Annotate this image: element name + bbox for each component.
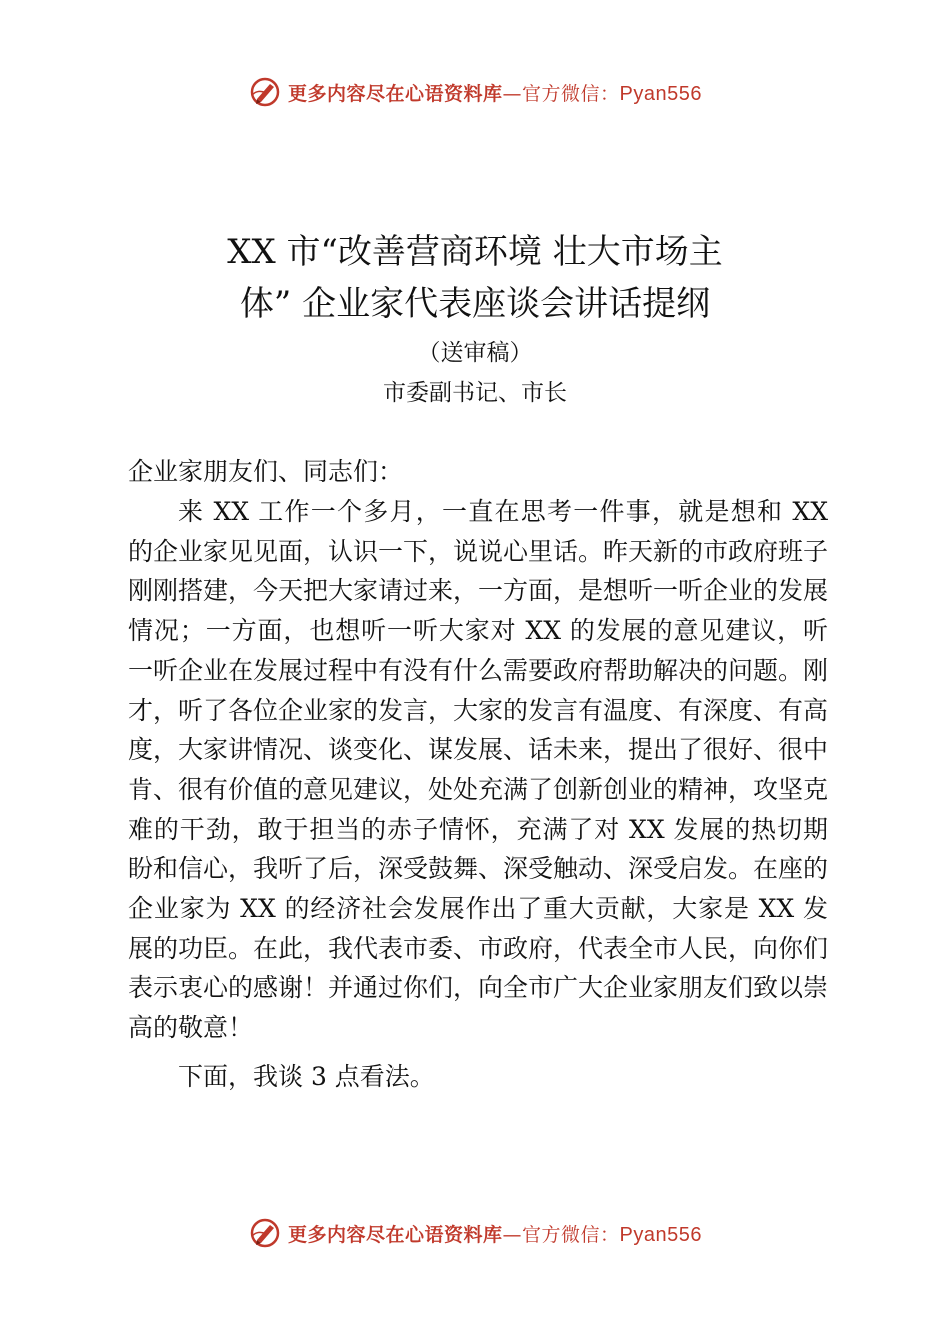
- watermark-wechat-id: Pyan556: [619, 1223, 702, 1246]
- watermark-text: [288, 79, 702, 106]
- header-watermark: [0, 72, 950, 112]
- watermark-wechat-label: 官方微信：: [522, 1223, 620, 1246]
- salutation: 企业家朋友们、同志们：: [128, 457, 404, 486]
- document-title-line-2: 体” 企业家代表座谈会讲话提纲: [239, 284, 711, 324]
- paragraph: 下面，我谈 3 点看法。: [178, 1062, 435, 1091]
- watermark-source: 更多内容尽在心语资料库: [288, 1223, 503, 1246]
- paragraph: 来 XX 工作一个多月，一直在思考一件事，就是想和 XX 的企业家见见面，认识一下，说说心里话。昨天新的市政府班子刚刚搭建，今天把大家请过来，一方面，是想听一听企业的发展情况；一方面，也想听一听大家对 XX 的发展的意见建议，听一听企业在发展过程中有没有什么需要政府帮助解决的问题。刚才，听了各位企业家的发言，大家的发言有温度、有深度、有高度，大家讲情况、谈变化、谋发展、话未来，提出了很好、很中肯、很有价值的意见建议，处处充满了创新创业的精神，攻坚克难的干劲，敢于担当的赤子情怀，充满了对 XX 发展的热切期盼和信心，我听了后，深受鼓舞、深受触动、深受启发。在座的企业家为 XX 的经济社会发展作出了重大贡献，大家是 XX 发展的功臣。在此，我代表市委、市政府，代表全市人民，向你们表示衷心的感谢！并通过你们，向全市广大企业家朋友们致以崇高的敬意！: [128, 497, 829, 1043]
- watermark-dash: —: [502, 1223, 523, 1246]
- author-line: 市委副书记、市长: [383, 380, 567, 406]
- watermark-source: 更多内容尽在心语资料库: [288, 82, 503, 105]
- watermark-dash: —: [502, 82, 523, 105]
- footer-watermark: [0, 1213, 950, 1253]
- watermark-wechat-id: Pyan556: [619, 82, 702, 105]
- pen-logo-icon: [248, 1216, 282, 1250]
- pen-logo-icon: [248, 75, 282, 109]
- watermark-text: [288, 1220, 702, 1247]
- watermark-wechat-label: 官方微信：: [522, 82, 620, 105]
- draft-note: （送审稿）: [417, 340, 533, 366]
- document-title-line-1: XX 市“改善营商环境 壮大市场主: [227, 232, 723, 272]
